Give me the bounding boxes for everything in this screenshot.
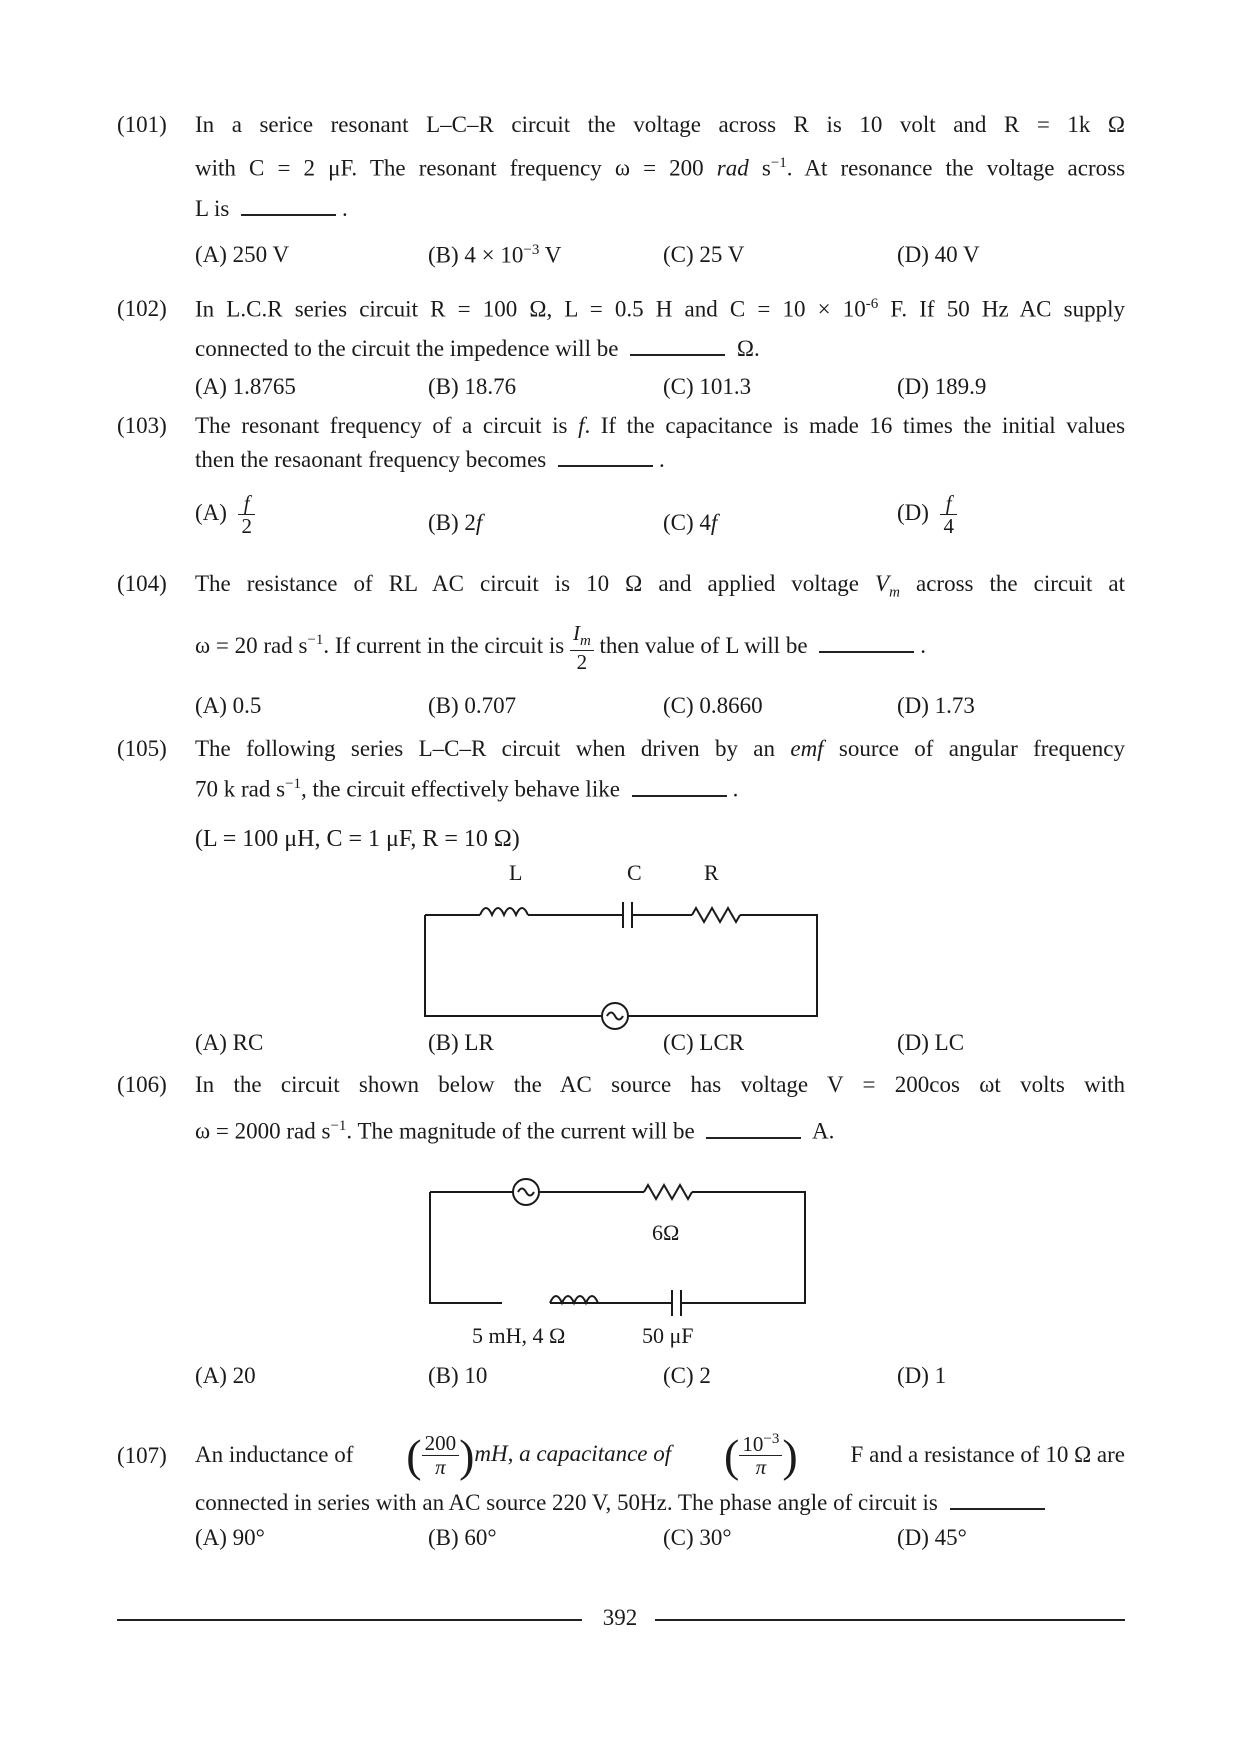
q102-option-b: (B) 18.76 (428, 374, 517, 399)
q107-option-b: (B) 60° (428, 1525, 497, 1550)
q105-text-line2: 70 k rad $s^{-1}$, the circuit effectively behave like . (195, 776, 739, 802)
footer-rule-left (117, 1619, 582, 1621)
page-number: 392 (602, 1605, 638, 1630)
q102-option-a: (A) 1.8765 (195, 374, 296, 399)
footer-rule-right (655, 1619, 1125, 1621)
q106-option-c: (C) 2 (663, 1363, 711, 1388)
q104-text-line2: ω = 20 rad $s^{-1}$. If current in the circuit is $\frac{I_m}{2}$ then value of L will be . (195, 621, 927, 674)
q103-number: (103) (117, 413, 167, 438)
q106-number: (106) (117, 1072, 167, 1097)
q106-option-d: (D) 1 (897, 1363, 947, 1388)
q105-option-d: (D) LC (897, 1030, 965, 1055)
q105-label-r: R (704, 860, 719, 885)
q103-option-b: (B) 2f (428, 510, 483, 535)
q101-option-d: (D) 40 V (897, 242, 980, 267)
q106-text-line1: In the circuit shown below the AC source has voltage V = 200cos ωt volts with (195, 1072, 1125, 1097)
q104-option-d: (D) 1.73 (897, 693, 975, 718)
q102-number: (102) (117, 296, 167, 321)
q102-text-line1: In L.C.R series circuit R = 100 Ω, L = 0.5 H and $C = 10 \times 10^{-6}$ F. If 50 Hz AC supply (195, 296, 1125, 322)
q103-option-a: (A) $\frac{f}{2}$ (195, 492, 255, 537)
q104-number: (104) (117, 571, 167, 596)
q106-inductor (550, 1296, 598, 1303)
q107-text-line1: An inductance of ( $\frac{200}{\pi}$ )mH, a capacitance of ( $\frac{10^{-3}}{\pi}$ ) F and a resistance of 10 Ω are (195, 1429, 1125, 1481)
q101-text-line3: L is . (195, 196, 348, 221)
q101-option-c: (C) 25 V (663, 242, 745, 267)
q101-number: (101) (117, 112, 167, 137)
q107-option-c: (C) 30° (663, 1525, 732, 1550)
q104-option-a: (A) 0.5 (195, 693, 262, 718)
q101-text-line1: In a serice resonant L–C–R circuit the voltage across R is 10 volt and R = 1k Ω (195, 112, 1125, 137)
q107-option-a: (A) 90° (195, 1525, 265, 1550)
q106-capacitor (672, 1290, 681, 1316)
q105-resistor (692, 908, 740, 922)
q106-circuit-diagram (420, 1160, 820, 1360)
q105-number: (105) (117, 736, 167, 761)
q105-inductor (480, 908, 528, 915)
q101-option-a: (A) 250 V (195, 242, 290, 267)
q106-option-b: (B) 10 (428, 1363, 488, 1388)
q105-label-l: L (509, 860, 523, 885)
q104-text-line1: The resistance of RL AC circuit is 10 Ω and applied voltage $V_m$ across the circuit at (195, 571, 1126, 601)
q104-option-c: (C) 0.8660 (663, 693, 763, 718)
q106-resistor (644, 1185, 692, 1199)
q105-option-a: (A) RC (195, 1030, 264, 1055)
q105-option-c: (C) LCR (663, 1030, 745, 1055)
q106-option-a: (A) 20 (195, 1363, 256, 1388)
q105-capacitor (623, 902, 632, 928)
q105-text-line1: The following series L–C–R circuit when driven by an emf source of angular frequency (195, 736, 1126, 761)
q106-text-line2: ω = 2000 rad $s^{-1}$. The magnitude of the current will be A. (195, 1118, 835, 1144)
q101-option-b: (B) $4 \times 10^{-3}$ V (428, 242, 562, 268)
q103-option-c: (C) 4f (663, 510, 718, 535)
q102-text-line2: connected to the circuit the impedence will be Ω. (195, 336, 760, 361)
q107-option-d: (D) 45° (897, 1525, 967, 1550)
q105-label-c: C (627, 860, 642, 885)
q105-option-b: (B) LR (428, 1030, 494, 1055)
q102-option-c: (C) 101.3 (663, 374, 752, 399)
q103-text-line2: then the resaonant frequency becomes . (195, 447, 665, 472)
q101-text-line2: with C = 2 μF. The resonant frequency ω = 200 rad $s^{-1}$. At resonance the voltage across (195, 155, 1126, 181)
q102-option-d: (D) 189.9 (897, 374, 987, 399)
q105-parameters: (L = 100 μH, C = 1 μF, R = 10 Ω) (195, 826, 520, 852)
q106-label-capacitor: 50 μF (642, 1323, 694, 1348)
q103-option-d: (D) $\frac{f}{4}$ (897, 492, 957, 537)
q107-text-line2: connected in series with an AC source 220 V, 50Hz. The phase angle of circuit is (195, 1490, 1051, 1516)
q104-option-b: (B) 0.707 (428, 693, 517, 718)
q103-text-line1: The resonant frequency of a circuit is f. If the capacitance is made 16 times the initial values (195, 413, 1126, 438)
q106-label-inductor: 5 mH, 4 Ω (472, 1323, 566, 1348)
q105-circuit-diagram (410, 858, 830, 1038)
q107-number: (107) (117, 1443, 167, 1468)
q106-label-resistor: 6Ω (652, 1220, 680, 1245)
